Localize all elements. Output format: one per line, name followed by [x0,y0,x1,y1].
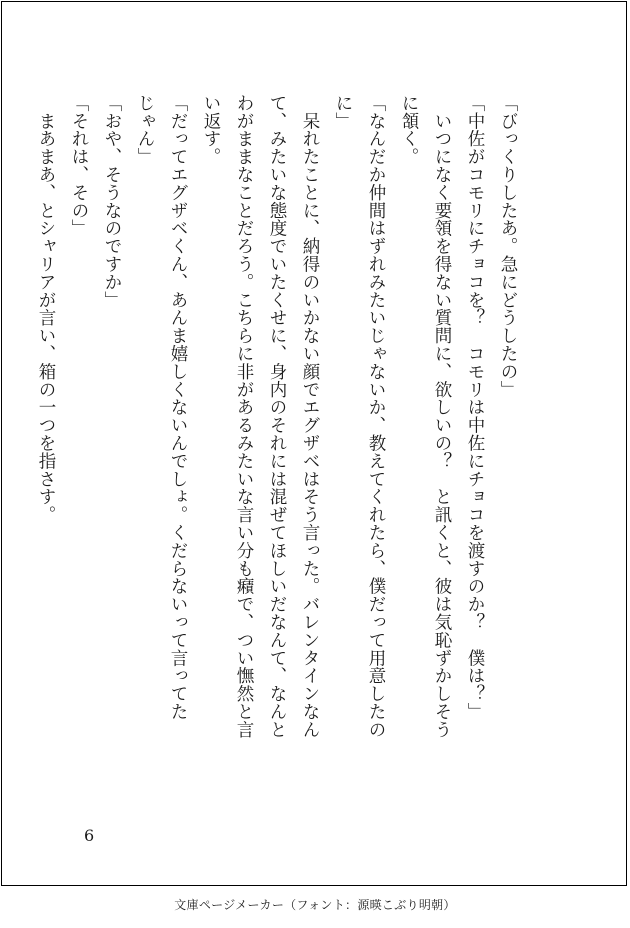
text-line: まあまあ、とシャリアが言い、箱の一つを指さす。 [36,94,56,524]
page-number: 6 [84,826,95,845]
text-line: わがままなことだろう。こちらに非があるみたいな言い分も癪で、つい憮然と言 [234,94,254,739]
text-line: に」 [333,94,353,130]
text-line: に頷く。 [399,94,419,166]
page-frame [1,1,627,886]
text-line: 「おや、そうなのですか」 [102,94,122,309]
text-line: い返す。 [201,94,221,166]
text-line: 「びっくりしたあ。急にどうしたの」 [498,94,518,399]
text-line: 「なんだか仲間はずれみたいじゃないか、教えてくれたら、僕だって用意したの [366,94,386,739]
text-line: 「だってエグザベくん、あんま嬉しくないんでしょ。くだらないって言ってた [168,94,188,721]
text-line: じゃん」 [135,94,155,166]
text-line: て、みたいな態度でいたくせに、身内のそれには混ぜてほしいだなんて、なんと [267,94,287,739]
body-text [36,94,524,804]
footer-credit: 文庫ページメーカー（フォント：源暎こぶり明朝） [174,898,456,912]
text-line: 呆れたことに、納得のいかない顔でエグザベはそう言った。バレンタインなん [300,94,320,739]
text-line: いつになく要領を得ない質問に、欲しいの？ と訊くと、彼は気恥ずかしそう [432,94,452,739]
text-line: 「中佐がコモリにチョコを？ コモリは中佐にチョコを渡すのか？ 僕は？」 [465,94,485,721]
text-line: 「それは、その」 [69,94,89,238]
